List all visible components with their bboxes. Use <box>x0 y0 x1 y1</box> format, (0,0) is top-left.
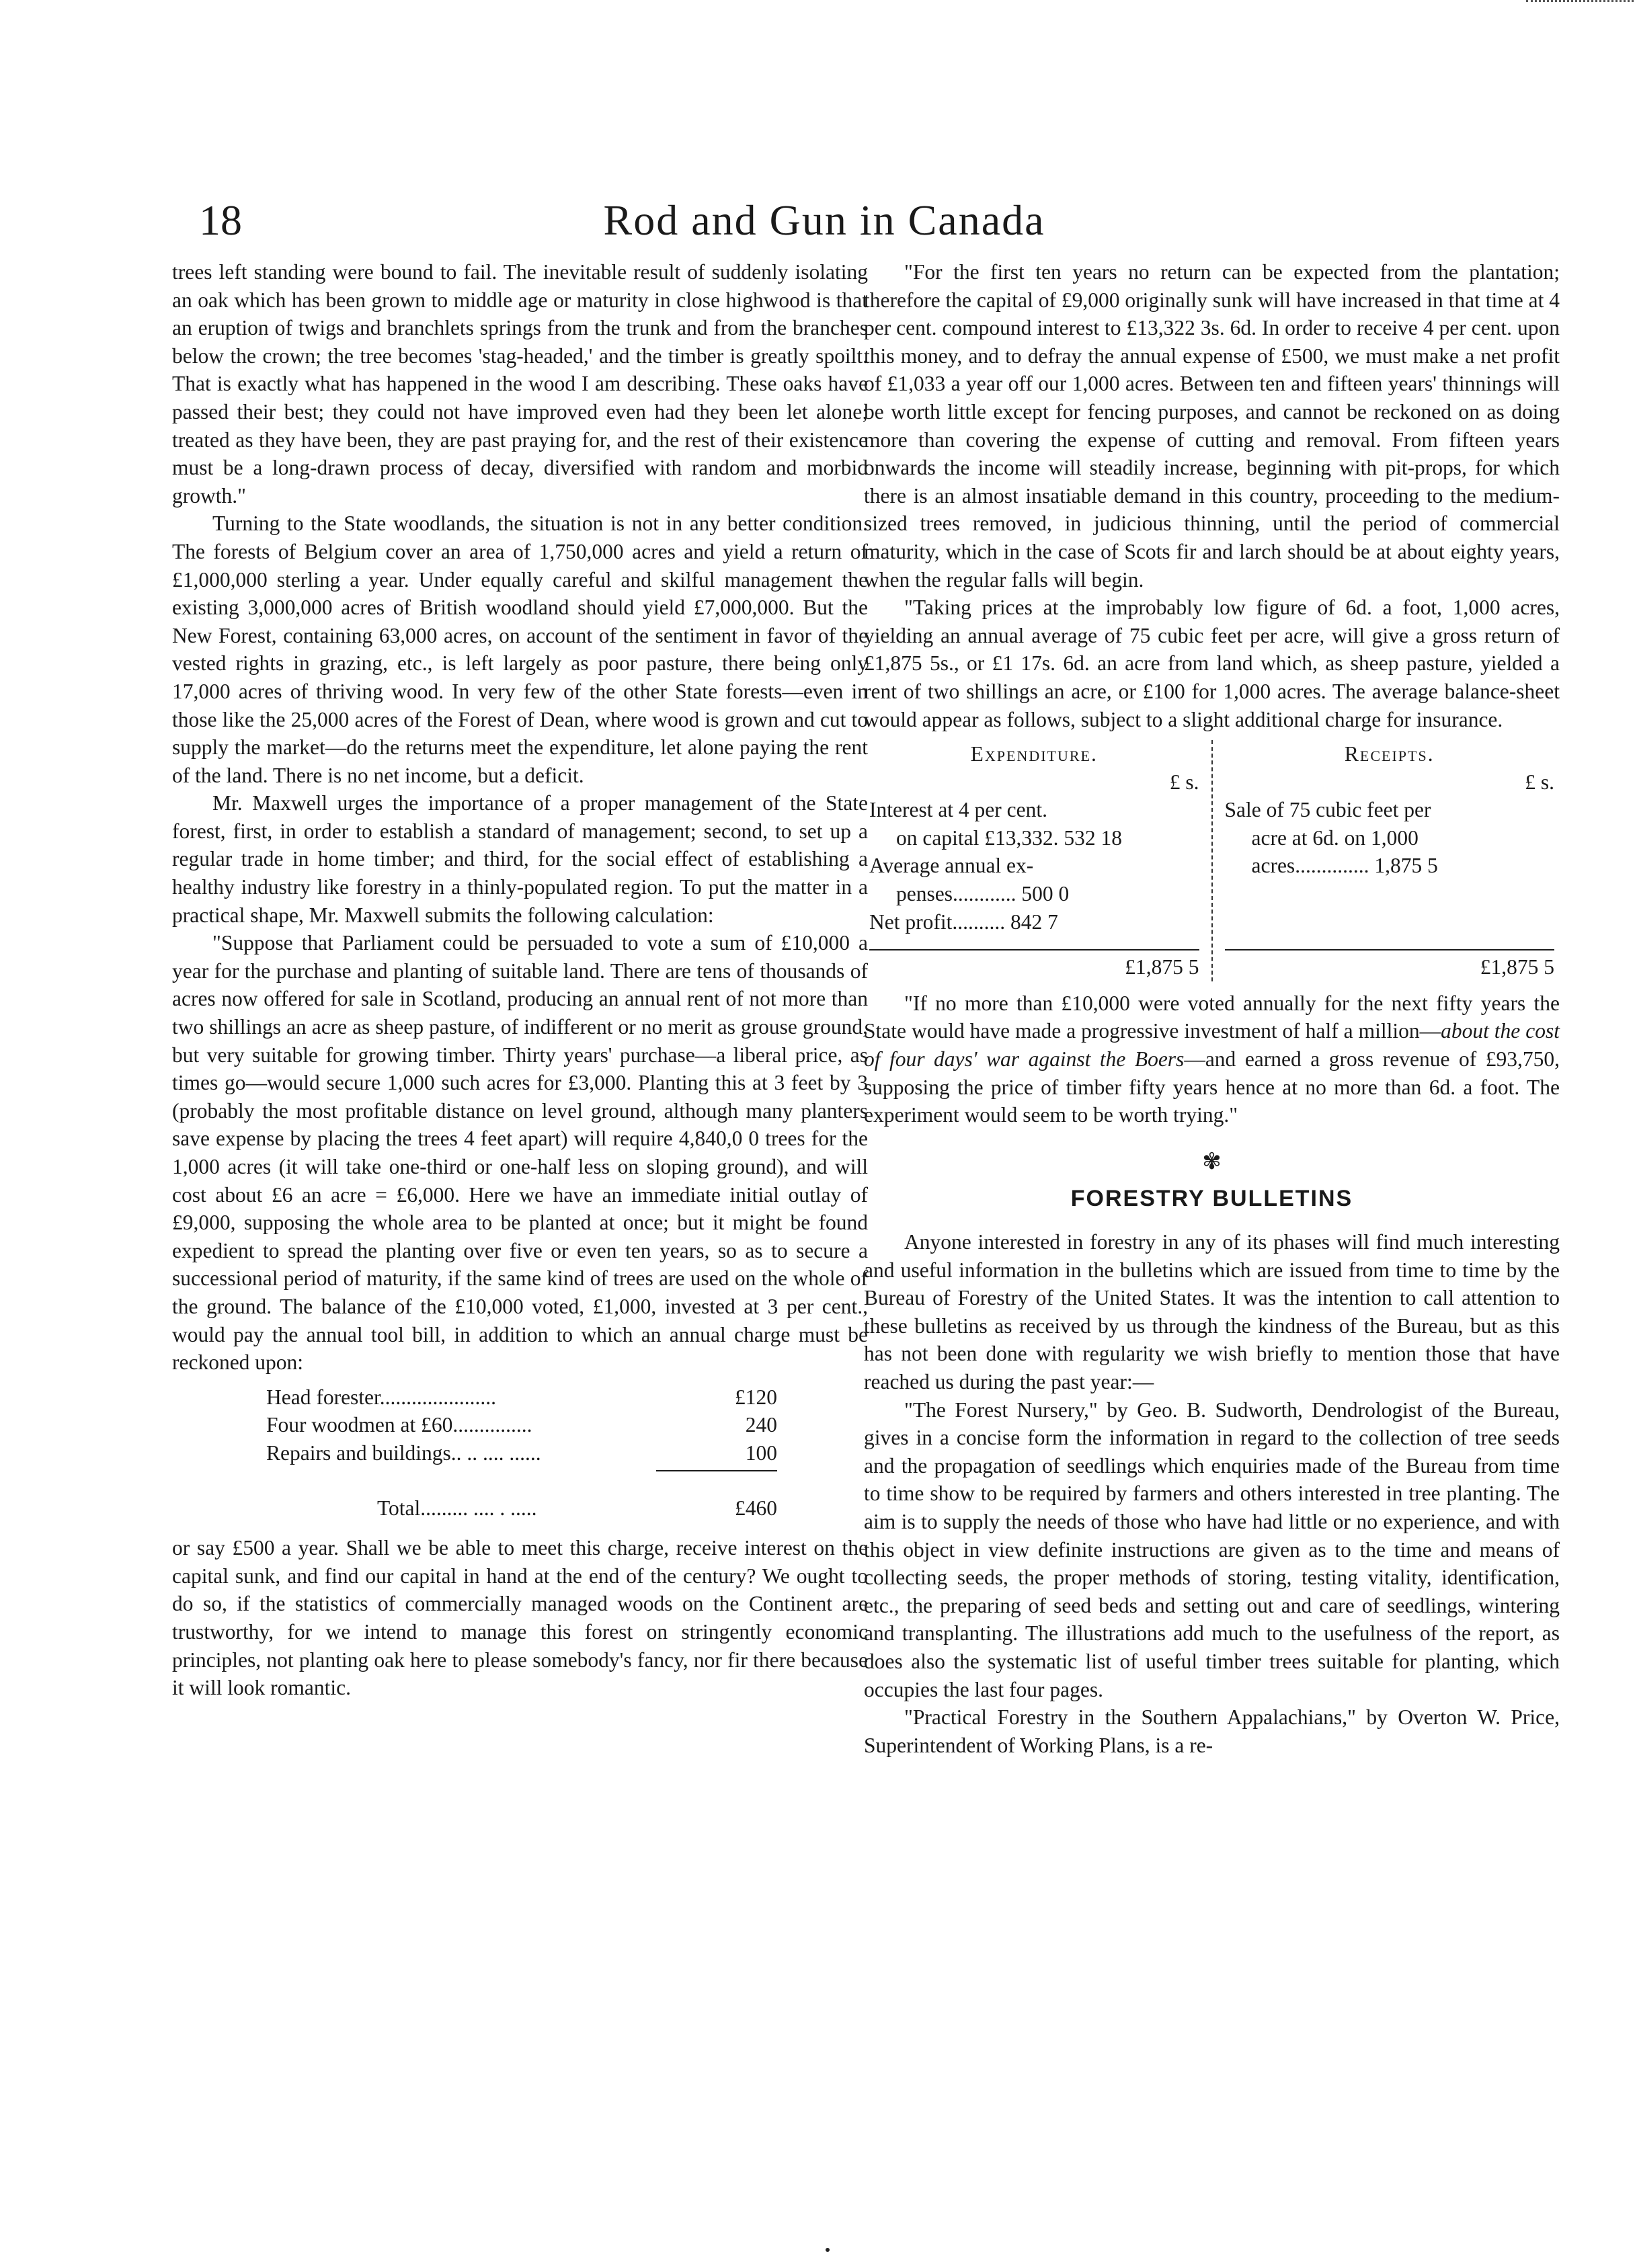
ledger-item: Repairs and buildings.. .. .... ...... <box>266 1441 541 1465</box>
paragraph: or say £500 a year. Shall we be able to meet this charge, receive interest on the capital sunk, and find our capital in hand at the end of the century? We ought to do so, if the statistics of commercially managed woods on the Continent are trustworthy, for we intend to manage this forest on stringently economic principles, not planting oak here to please somebody's fancy, nor fir there because it will look romantic. <box>172 1536 868 1700</box>
paragraph: "For the first ten years no return can be expected from the plantation; therefore the capital of £9,000 originally sunk will have increased in that time at 4 per cent. compound interest to £13,322 3s. 6d. In order to receive 4 per cent. upon this money, and to defray the annual expense of £500, we must make a net profit of £1,033 a year off our 1,000 acres. Between ten and fifteen years' thinnings will be worth little except for fencing purposes, and cannot be reckoned on as doing more than covering the expense of cutting and removal. From fifteen years onwards the income will steadily increase, beginning with pit-props, for which there is an almost insatiable demand in this country, proceeding to the medium-sized trees removed, in judicious thinning, until the period of commercial maturity, which in the case of Scots fir and larch should be at about eighty years, when the regular falls will begin. <box>864 260 1560 592</box>
italic-text-run: about the cost of four days' war against the Boers <box>864 1019 1560 1071</box>
expenditure-side <box>864 740 1205 981</box>
paragraph: "Taking prices at the improbably low figure of 6d. a foot, 1,000 acres, yielding an annual average of 75 cubic feet per acre, will give a gross return of £1,875 5s., or £1 17s. 6d. an acre from land which, as sheep pasture, yielded a rent of two shillings an acre, or £100 for 1,000 acres. The average balance-sheet would appear as follows, subject to a slight additional charge for insurance. <box>864 596 1560 731</box>
receipt-line: acre at 6d. on 1,000 <box>1251 825 1419 850</box>
expense-line: Net profit.......... 842 7 <box>869 909 1058 934</box>
ledger-amount: £120 <box>735 1385 777 1409</box>
right-column <box>864 258 1560 1759</box>
ledger-row <box>266 1411 777 1439</box>
expense-line: Average annual ex- <box>869 854 1034 878</box>
paragraph: "Practical Forestry in the Southern Appalachians," by Overton W. Price, Superintendent of Working Plans, is a re- <box>864 1705 1560 1757</box>
receipts-side <box>1220 740 1560 981</box>
ledger-rule <box>656 1470 777 1471</box>
ledger-row <box>266 1439 777 1467</box>
expense-line: penses............ 500 0 <box>896 882 1070 906</box>
paragraph: Anyone interested in forestry in any of its phases will find much interesting and useful information in the bulletins which are issued from time to time by the Bureau of Forestry of the United States. It was the intention to call attention to these bulletins as received by us through the kindness of the Bureau, but as this has not been done with regularity we wish briefly to mention those that have reached us during the past year:— <box>864 1230 1560 1393</box>
ledger-item: Head forester...................... <box>266 1385 497 1409</box>
balance-sheet <box>864 740 1560 981</box>
paragraph: trees left standing were bound to fail. The inevitable result of suddenly isolating an oak which has been grown to middle age or maturity in close highwood is that an eruption of twigs and branchlets springs from the trunk and from the branches below the crown; the tree becomes 'stag-headed,' and the timber is greatly spoilt. That is exactly what has happened in the wood I am describing. These oaks have passed their best; they could not have improved even had they been let alone; treated as they have been, they are past praying for, and the rest of their existence must be a long-drawn process of decay, diversified with random and morbid growth." <box>172 260 868 508</box>
expenditure-total: £1,875 5 <box>869 949 1199 981</box>
currency-header: £ s. <box>1169 770 1199 794</box>
currency-header: £ s. <box>1525 770 1554 794</box>
left-column <box>172 258 868 1702</box>
ledger-amount: 240 <box>745 1413 777 1437</box>
expenditure-heading: Expenditure. <box>970 742 1098 766</box>
page-header <box>199 194 1449 258</box>
text-run: "If no more than £10,000 were voted annually for the next fifty years the State would have made a progressive investment of half a million— <box>864 991 1560 1043</box>
section-title: FORESTRY BULLETINS <box>1070 1186 1353 1212</box>
receipts-heading: Receipts. <box>1344 742 1435 766</box>
ledger-row <box>266 1383 777 1412</box>
ledger-total-amount: £460 <box>735 1496 777 1520</box>
ledger-total-row <box>266 1494 777 1523</box>
paragraph: Mr. Maxwell urges the importance of a proper management of the State forest, first, in order to establish a standard of management; second, to set up a regular trade in home timber; and third, for the social effect of establishing a healthy industry like forestry in a thinly-populated region. To put the matter in a practical shape, Mr. Maxwell submits the following calculation: <box>172 791 868 927</box>
ledger-amount: 100 <box>745 1441 777 1465</box>
running-title: Rod and Gun in Canada <box>603 196 1045 244</box>
receipts-total: £1,875 5 <box>1225 949 1555 981</box>
page-number: 18 <box>199 196 242 244</box>
section-ornament: ✾ <box>1202 1149 1222 1174</box>
ledger-total-label: Total......... .... . ..... <box>377 1496 537 1520</box>
paragraph <box>864 989 1560 1129</box>
receipt-line: Sale of 75 cubic feet per <box>1224 798 1431 822</box>
ledger-item: Four woodmen at £60............... <box>266 1413 532 1437</box>
receipt-line: acres.............. 1,875 5 <box>1251 854 1438 878</box>
text-run: —and earned a gross revenue of £93,750, supposing the price of timber fifty years hence at no more than 6d. a foot. The experiment would seem to be worth trying." <box>864 1047 1560 1127</box>
paragraph: "The Forest Nursery," by Geo. B. Sudworth, Dendrologist of the Bureau, gives in a concise form the information in regard to the collection of tree seeds and the propagation of seedlings which enquiries made of the Bureau from time to time show to be required by farmers and others interested in tree planting. The aim is to supply the needs of those who have had little or no experience, and with this object in view definite instructions are given as to the time and means of collecting seeds, the proper methods of storing, testing vitality, identification, etc., the preparing of seed beds and setting out and care of seedlings, wintering and transplanting. The illustrations add much to the usefulness of the report, as does also the systematic list of useful timber trees suitable for planting, which occupies the last four pages. <box>864 1398 1560 1701</box>
paragraph: Turning to the State woodlands, the situation is not in any better condition. The forests of Belgium cover an area of 1,750,000 acres and yield a return of £1,000,000 sterling a year. Under equally careful and skilful management the existing 3,000,000 acres of British woodland should yield £7,000,000. But the New Forest, containing 63,000 acres, on account of the sentiment in favor of the vested rights in grazing, etc., is left largely as poor pasture, there being only 17,000 acres of thriving wood. In very few of the other State forests—even in those like the 25,000 acres of the Forest of Dean, where wood is grown and cut to supply the market—do the returns meet the expenditure, let alone paying the rent of the land. There is no net income, but a deficit. <box>172 512 868 787</box>
footer-dot <box>826 2248 830 2252</box>
expense-line: Interest at 4 per cent. <box>869 798 1047 822</box>
expense-ledger <box>266 1383 777 1522</box>
expense-line: on capital £13,332. 532 18 <box>896 825 1122 850</box>
column-divider <box>1211 740 1213 981</box>
paragraph: "Suppose that Parliament could be persuaded to vote a sum of £10,000 a year for the purchase and planting of suitable land. There are tens of thousands of acres now offered for sale in Scotland, producing an annual rent of not more than two shillings an acre as sheep pasture, of indifferent or no merit as grouse ground, but very suitable for growing timber. Thirty years' purchase—a liberal price, as times go—would secure 1,000 such acres for £3,000. Planting this at 3 feet by 3 (probably the most profitable distance on level ground, although many planters save expense by placing the trees 4 feet apart) will require 4,840,0 0 trees for the 1,000 acres (it will take one-third or one-half less on sloping ground), and will cost about £6 an acre = £6,000. Here we have an immediate initial outlay of £9,000, supposing the whole area to be planted at once; but it might be found expedient to spread the planting over five or even ten years, so as to secure a successional period of maturity, if the same kind of trees are used on the whole of the ground. The balance of the £10,000 voted, £1,000, invested at 3 per cent., would pay the annual tool bill, in addition to which an annual charge must be reckoned upon: <box>172 931 868 1375</box>
scan-edge-mark <box>1526 0 1634 5</box>
